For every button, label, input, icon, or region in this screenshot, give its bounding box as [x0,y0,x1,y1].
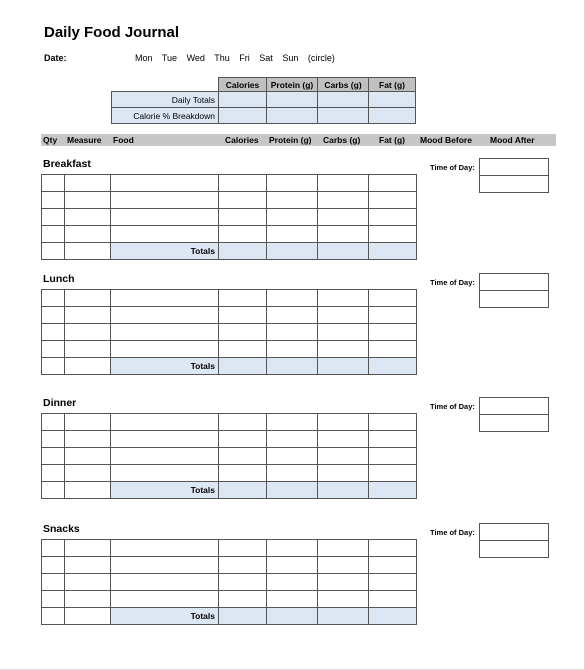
entry-cell-snacks[interactable] [368,573,417,591]
entry-cell-lunch[interactable] [317,340,369,358]
day-mon[interactable]: Mon [135,53,153,63]
day-thu[interactable]: Thu [214,53,230,63]
totals-cell-dinner[interactable] [266,481,318,499]
daily-totals-carbs-cell[interactable] [317,91,369,108]
entry-cell-dinner[interactable] [64,464,111,482]
day-selector [135,53,340,63]
entry-cell-dinner[interactable] [368,447,417,465]
entry-cell-dinner[interactable] [110,464,219,482]
entry-cell-breakfast[interactable] [368,191,417,209]
entry-cell-snacks[interactable] [64,573,111,591]
entry-cell-lunch[interactable] [41,323,65,341]
daily-totals-fat-cell[interactable] [368,91,416,108]
entry-cell-lunch[interactable] [317,306,369,324]
entry-cell-lunch[interactable] [41,289,65,307]
entry-cell-dinner[interactable] [41,413,65,431]
entry-cell-snacks[interactable] [218,590,267,608]
entry-cell-snacks[interactable] [266,573,318,591]
entry-cell-dinner[interactable] [218,464,267,482]
day-circle-note: (circle) [307,53,335,63]
entry-cell-snacks[interactable] [266,590,318,608]
summary-header-fat: Fat (g) [368,77,416,92]
totals-cell-snacks[interactable] [218,607,267,625]
entry-cell-breakfast[interactable] [317,225,369,243]
totals-cell-dinner[interactable] [64,481,111,499]
totals-label-snacks: Totals [110,607,219,625]
entry-cell-breakfast[interactable] [368,225,417,243]
entry-cell-snacks[interactable] [110,573,219,591]
entry-cell-breakfast[interactable] [110,225,219,243]
entry-cell-snacks[interactable] [218,556,267,574]
entry-cell-breakfast[interactable] [218,208,267,226]
entry-cell-breakfast[interactable] [110,174,219,192]
totals-cell-breakfast[interactable] [266,242,318,260]
mood-after-input-snacks[interactable] [479,540,549,558]
entry-cell-breakfast[interactable] [266,225,318,243]
entry-cell-dinner[interactable] [266,447,318,465]
entry-cell-dinner[interactable] [41,447,65,465]
entry-cell-snacks[interactable] [64,539,111,557]
entry-cell-snacks[interactable] [64,590,111,608]
col-fat: Fat (g) [379,135,405,145]
entry-cell-breakfast[interactable] [41,174,65,192]
entry-cell-breakfast[interactable] [317,208,369,226]
entry-cell-lunch[interactable] [110,289,219,307]
time-of-day-label-dinner: Time of Day: [430,402,475,411]
section-title-dinner: Dinner [43,397,77,409]
col-mood-after: Mood After [490,135,535,145]
totals-cell-lunch[interactable] [317,357,369,375]
totals-cell-snacks[interactable] [41,607,65,625]
daily-totals-protein-cell[interactable] [266,91,318,108]
entry-cell-breakfast[interactable] [64,225,111,243]
entry-cell-dinner[interactable] [110,447,219,465]
entry-cell-snacks[interactable] [218,573,267,591]
entry-cell-breakfast[interactable] [218,191,267,209]
entry-cell-lunch[interactable] [64,340,111,358]
entry-cell-breakfast[interactable] [218,174,267,192]
totals-cell-breakfast[interactable] [317,242,369,260]
totals-cell-snacks[interactable] [266,607,318,625]
entry-cell-breakfast[interactable] [64,208,111,226]
entry-cell-dinner[interactable] [64,430,111,448]
time-of-day-label-snacks: Time of Day: [430,528,475,537]
totals-cell-lunch[interactable] [218,357,267,375]
entry-cell-snacks[interactable] [41,573,65,591]
entry-cell-dinner[interactable] [368,464,417,482]
entry-cell-lunch[interactable] [110,340,219,358]
entry-cell-snacks[interactable] [266,539,318,557]
entry-cell-breakfast[interactable] [64,191,111,209]
entry-cell-breakfast[interactable] [110,191,219,209]
time-of-day-input-dinner[interactable] [479,397,549,415]
totals-cell-lunch[interactable] [266,357,318,375]
entry-cell-snacks[interactable] [110,539,219,557]
totals-cell-dinner[interactable] [218,481,267,499]
entry-cell-lunch[interactable] [218,306,267,324]
entry-cell-dinner[interactable] [218,413,267,431]
breakdown-calories-cell[interactable] [218,107,267,124]
entry-cell-snacks[interactable] [317,539,369,557]
column-header-bar [41,134,556,146]
entry-cell-lunch[interactable] [110,323,219,341]
day-sat[interactable]: Sat [259,53,273,63]
summary-header-calories: Calories [218,77,267,92]
entry-cell-dinner[interactable] [110,430,219,448]
entry-cell-lunch[interactable] [41,340,65,358]
totals-label-breakfast: Totals [110,242,219,260]
entry-cell-lunch[interactable] [218,289,267,307]
entry-cell-dinner[interactable] [317,464,369,482]
entry-cell-dinner[interactable] [41,430,65,448]
breakdown-carbs-cell[interactable] [317,107,369,124]
daily-totals-calories-cell[interactable] [218,91,267,108]
entry-cell-dinner[interactable] [110,413,219,431]
entry-cell-lunch[interactable] [64,306,111,324]
entry-cell-breakfast[interactable] [368,208,417,226]
entry-cell-dinner[interactable] [266,464,318,482]
entry-cell-snacks[interactable] [317,556,369,574]
mood-after-input-lunch[interactable] [479,290,549,308]
entry-cell-breakfast[interactable] [368,174,417,192]
entry-cell-snacks[interactable] [368,590,417,608]
time-of-day-label-lunch: Time of Day: [430,278,475,287]
entry-cell-dinner[interactable] [64,413,111,431]
entry-cell-lunch[interactable] [266,306,318,324]
totals-cell-breakfast[interactable] [64,242,111,260]
breakdown-fat-cell[interactable] [368,107,416,124]
entry-cell-lunch[interactable] [41,306,65,324]
col-protein: Protein (g) [269,135,312,145]
col-mood-before: Mood Before [420,135,472,145]
totals-cell-snacks[interactable] [317,607,369,625]
entry-cell-breakfast[interactable] [41,208,65,226]
entry-cell-breakfast[interactable] [64,174,111,192]
entry-cell-lunch[interactable] [368,289,417,307]
col-qty: Qty [43,135,58,145]
col-food: Food [113,135,134,145]
col-measure: Measure [67,135,102,145]
entry-cell-snacks[interactable] [317,590,369,608]
totals-cell-dinner[interactable] [368,481,417,499]
entry-cell-lunch[interactable] [110,306,219,324]
entry-cell-lunch[interactable] [64,323,111,341]
entry-cell-dinner[interactable] [368,413,417,431]
entry-cell-snacks[interactable] [368,539,417,557]
entry-cell-dinner[interactable] [218,447,267,465]
entry-cell-breakfast[interactable] [317,174,369,192]
entry-cell-snacks[interactable] [41,539,65,557]
entry-cell-breakfast[interactable] [218,225,267,243]
entry-cell-lunch[interactable] [218,340,267,358]
day-tue[interactable]: Tue [161,53,178,63]
col-calories: Calories [225,135,259,145]
mood-after-input-breakfast[interactable] [479,175,549,193]
entry-cell-dinner[interactable] [41,464,65,482]
entry-cell-snacks[interactable] [368,556,417,574]
entry-cell-snacks[interactable] [41,590,65,608]
totals-cell-lunch[interactable] [41,357,65,375]
entry-cell-lunch[interactable] [266,323,318,341]
entry-cell-snacks[interactable] [41,556,65,574]
day-sun[interactable]: Sun [282,53,299,63]
entry-cell-dinner[interactable] [317,447,369,465]
entry-cell-breakfast[interactable] [266,208,318,226]
entry-cell-breakfast[interactable] [41,191,65,209]
entry-cell-snacks[interactable] [266,556,318,574]
totals-label-dinner: Totals [110,481,219,499]
entry-cell-snacks[interactable] [64,556,111,574]
entry-cell-breakfast[interactable] [317,191,369,209]
time-of-day-input-breakfast[interactable] [479,158,549,176]
entry-cell-snacks[interactable] [317,573,369,591]
time-of-day-label-breakfast: Time of Day: [430,163,475,172]
date-label: Date: [44,53,67,63]
entry-cell-lunch[interactable] [368,323,417,341]
entry-cell-lunch[interactable] [317,323,369,341]
section-title-snacks: Snacks [43,523,80,535]
entry-cell-lunch[interactable] [368,306,417,324]
entry-cell-lunch[interactable] [317,289,369,307]
col-carbs: Carbs (g) [323,135,361,145]
totals-cell-breakfast[interactable] [218,242,267,260]
time-of-day-input-snacks[interactable] [479,523,549,541]
totals-cell-lunch[interactable] [368,357,417,375]
summary-header-carbs: Carbs (g) [317,77,369,92]
calorie-breakdown-label: Calorie % Breakdown [111,107,219,124]
entry-cell-dinner[interactable] [317,413,369,431]
entry-cell-snacks[interactable] [110,556,219,574]
page-title: Daily Food Journal [44,24,180,41]
entry-cell-breakfast[interactable] [41,225,65,243]
day-fri[interactable]: Fri [239,53,250,63]
entry-cell-dinner[interactable] [266,430,318,448]
entry-cell-breakfast[interactable] [110,208,219,226]
entry-cell-dinner[interactable] [64,447,111,465]
section-title-lunch: Lunch [43,273,75,285]
breakdown-protein-cell[interactable] [266,107,318,124]
entry-cell-snacks[interactable] [110,590,219,608]
entry-cell-dinner[interactable] [218,430,267,448]
entry-cell-breakfast[interactable] [266,174,318,192]
totals-cell-lunch[interactable] [64,357,111,375]
totals-label-lunch: Totals [110,357,219,375]
summary-header-protein: Protein (g) [266,77,318,92]
entry-cell-dinner[interactable] [266,413,318,431]
totals-cell-snacks[interactable] [64,607,111,625]
totals-cell-snacks[interactable] [368,607,417,625]
entry-cell-lunch[interactable] [64,289,111,307]
daily-totals-label: Daily Totals [111,91,219,108]
section-title-breakfast: Breakfast [43,158,91,170]
entry-cell-lunch[interactable] [266,289,318,307]
entry-cell-snacks[interactable] [218,539,267,557]
time-of-day-input-lunch[interactable] [479,273,549,291]
day-wed[interactable]: Wed [186,53,205,63]
entry-cell-dinner[interactable] [368,430,417,448]
mood-after-input-dinner[interactable] [479,414,549,432]
entry-cell-lunch[interactable] [218,323,267,341]
totals-cell-breakfast[interactable] [368,242,417,260]
entry-cell-dinner[interactable] [317,430,369,448]
entry-cell-lunch[interactable] [368,340,417,358]
totals-cell-dinner[interactable] [317,481,369,499]
totals-cell-breakfast[interactable] [41,242,65,260]
totals-cell-dinner[interactable] [41,481,65,499]
entry-cell-breakfast[interactable] [266,191,318,209]
entry-cell-lunch[interactable] [266,340,318,358]
